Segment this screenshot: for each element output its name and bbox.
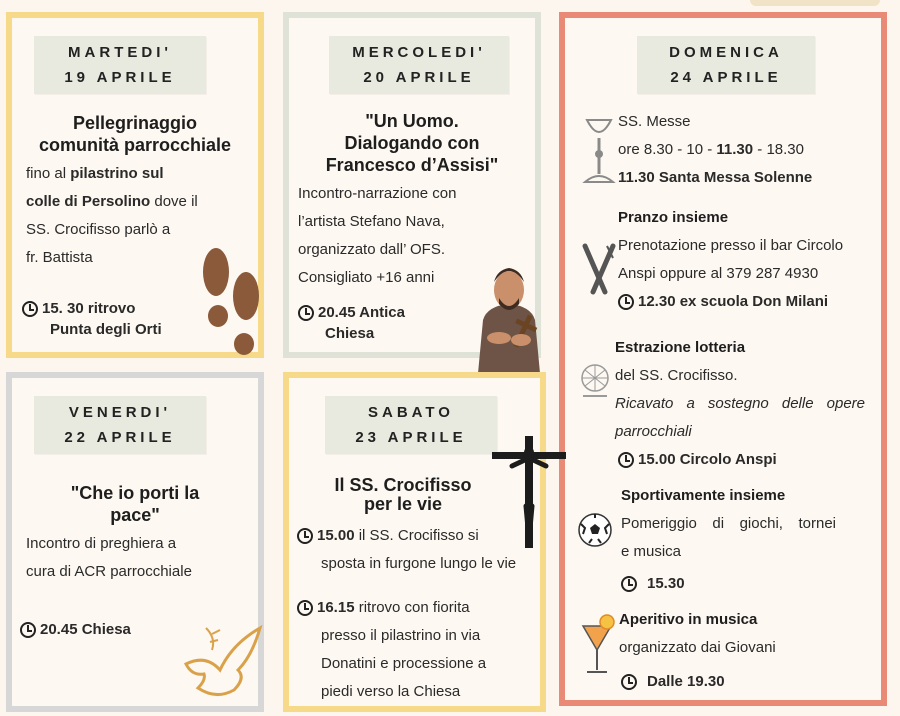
date-tape-domenica [637,36,815,94]
day-label: DOMENICA [669,44,783,61]
pranzo-title: Pranzo insieme [618,209,729,226]
footprints-icon [198,244,268,364]
date-tape-venerdi [34,396,206,454]
event-description: Incontro di preghiera a cura di ACR parrocchiale [26,535,192,580]
event-time: 15. 30 ritrovo Punta degli Orti [22,298,162,340]
date-tape-sabato [325,396,497,454]
date-label: 19 APRILE [64,69,176,86]
aperitivo-title: Aperitivo in musica [619,611,758,628]
clock-icon [297,528,313,544]
top-decoration [750,0,880,6]
friar-illustration [469,250,549,384]
aperitivo-time: Dalle 19.30 [621,668,725,696]
lottery-drum-icon [577,362,613,398]
cocktail-glass-icon [579,608,615,676]
event-description: fino al pilastrino sul colle di Persolino dove il SS. Crocifisso parlò a fr. Battista [26,165,198,266]
event-1: 15.00 il SS. Crocifisso si sposta in furgone lungo le vie [297,522,547,578]
soccer-ball-icon [577,512,613,548]
pranzo-time: 12.30 ex scuola Don Milani [618,288,828,316]
card-mercoledi [283,12,541,358]
clock-icon [298,305,314,321]
lotteria-time: 15.00 Circolo Anspi [618,446,777,474]
aperitivo-text: organizzato dai Giovani [619,639,776,656]
date-label: 24 APRILE [670,69,782,86]
dove-icon [176,614,270,704]
event-time: 20.45 Antica Chiesa [298,302,405,344]
clock-icon [20,622,36,638]
crucifix-icon [492,436,566,548]
fork-knife-icon [579,242,619,298]
day-label: MERCOLEDI' [352,44,486,61]
card-martedi [6,12,264,358]
pranzo-text: Prenotazione presso il bar Circolo Anspi oppure al 379 287 4930 [618,237,844,282]
card-venerdi [6,372,264,712]
event-title: Il SS. Crocifisso per le vie [334,475,472,514]
sport-time: 15.30 [621,570,685,598]
clock-icon [621,674,637,690]
lotteria-text: del SS. Crocifisso. Ricavato a sostegno delle opere parrocchiali [615,367,865,440]
sport-title: Sportivamente insieme [621,487,786,504]
date-tape-martedi [34,36,206,94]
sport-text: Pomeriggio di giochi, tornei e musica [621,515,836,560]
date-label: 22 APRILE [64,429,176,446]
day-label: VENERDI' [68,404,172,421]
card-domenica [559,12,887,706]
clock-icon [22,301,38,317]
event-description: Incontro-narrazione con l’artista Stefano Nava, organizzato dall’ OFS. Consigliato +16 anni [298,185,457,286]
day-label: MARTEDI' [68,44,172,61]
date-label: 23 APRILE [355,429,467,446]
clock-icon [297,600,313,616]
messe-block: SS. Messe ore 8.30 - 10 - 11.30 - 18.30 11.30 Santa Messa Solenne [618,113,813,186]
chalice-icon [579,116,619,188]
event-title: Pellegrinaggio comunità parrocchiale [38,113,232,155]
event-title: "Che io porti la pace" [70,483,200,525]
clock-icon [621,576,637,592]
date-label: 20 APRILE [363,69,475,86]
clock-icon [618,294,634,310]
event-2: 16.15 ritrovo con fiorita presso il pilastrino in via Donatini e processione a piedi verso la Chiesa [297,594,547,706]
clock-icon [618,452,634,468]
lotteria-title: Estrazione lotteria [615,339,746,356]
day-label: SABATO [368,404,454,421]
event-time: 20.45 Chiesa [20,616,131,644]
event-title: "Un Uomo. Dialogando con Francesco d’Assisi" [325,111,499,175]
date-tape-mercoledi [329,36,509,94]
